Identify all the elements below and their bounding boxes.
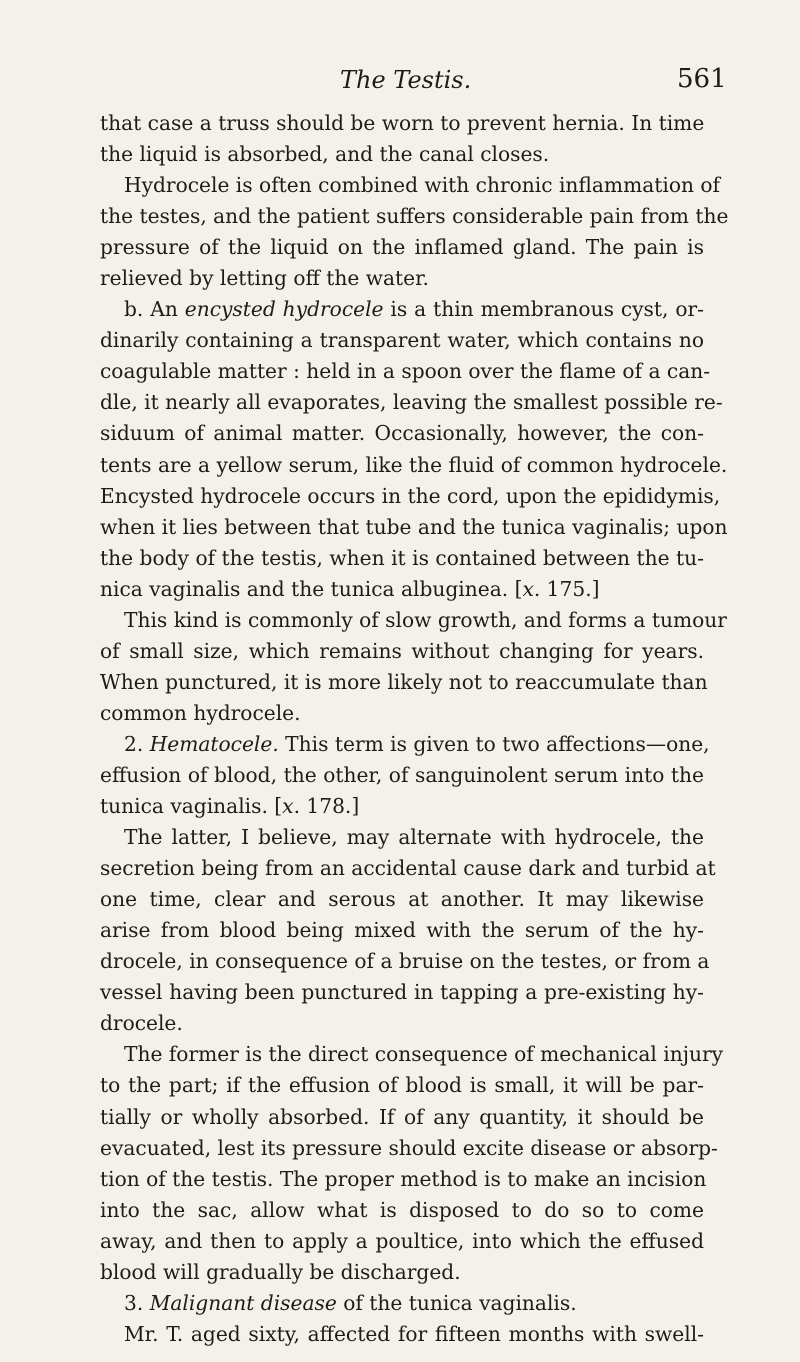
text-line: [100, 791, 704, 822]
running-header: [0, 64, 800, 98]
text-line: vessel having been punctured in tapping a pre-existing hy-: [100, 980, 704, 1005]
text-line: When punctured, it is more likely not to reaccumulate than: [100, 669, 708, 694]
text-segment: This term is given to two affections—one,: [278, 731, 710, 756]
text-line: effusion of blood, the other, of sanguinolent serum into the: [100, 762, 704, 787]
text-line: drocele, in consequence of a bruise on the testes, or from a: [100, 949, 710, 974]
text-segment: . 175.]: [533, 576, 600, 601]
text-line: [100, 294, 704, 325]
italic-text: Hematocele.: [149, 731, 279, 756]
text-line: the testes, and the patient suffers considerable pain from the: [100, 204, 729, 229]
text-line: coagulable matter : held in a spoon over the flame of a can-: [100, 359, 711, 384]
text-segment: b. An: [124, 297, 185, 322]
text-line: Mr. T. aged sixty, affected for fifteen months with swell-: [124, 1321, 704, 1346]
text-line: tially or wholly absorbed. If of any quantity, it should be: [100, 1104, 704, 1129]
text-line: arise from blood being mixed with the serum of the hy-: [100, 918, 704, 943]
text-line: relieved by letting off the water.: [100, 266, 429, 291]
text-segment: nica vaginalis and the tunica albuginea. [: [100, 576, 523, 601]
italic-text: Malignant disease: [149, 1290, 337, 1315]
text-line: [100, 729, 710, 760]
text-segment: of the tunica vaginalis.: [336, 1290, 577, 1315]
text-line: blood will gradually be discharged.: [100, 1259, 461, 1284]
text-line: one time, clear and serous at another. It may likewise: [100, 887, 704, 912]
italic-text: x: [522, 576, 534, 601]
text-line: dinarily containing a transparent water, which contains no: [100, 328, 704, 353]
text-line: into the sac, allow what is disposed to do so to come: [100, 1197, 704, 1222]
italic-text: encysted hydrocele: [184, 297, 384, 322]
text-line: secretion being from an accidental cause dark and turbid at: [100, 856, 716, 881]
italic-text: x: [282, 794, 294, 819]
text-line: evacuated, lest its pressure should excite disease or absorp-: [100, 1135, 718, 1160]
text-line: tents are a yellow serum, like the fluid of common hydrocele.: [100, 452, 728, 477]
text-line: [100, 1288, 704, 1319]
text-line: to the part; if the effusion of blood is small, it will be par-: [100, 1073, 704, 1098]
body-text: [100, 108, 729, 1350]
text-line: drocele.: [100, 1011, 183, 1036]
text-line: The former is the direct consequence of mechanical injury: [124, 1042, 724, 1067]
page-number: 561: [677, 64, 727, 94]
text-line: away, and then to apply a poultice, into which the effused: [100, 1228, 704, 1253]
text-line: the body of the testis, when it is contained between the tu-: [100, 545, 704, 570]
text-line: that case a truss should be worn to prevent hernia. In time: [100, 111, 705, 135]
text-segment: . 178.]: [293, 794, 360, 819]
text-line: tion of the testis. The proper method is to make an incision: [100, 1166, 707, 1191]
text-segment: tunica vaginalis. [: [100, 794, 283, 819]
text-line: Encysted hydrocele occurs in the cord, upon the epididymis,: [100, 483, 721, 508]
text-segment: 3.: [124, 1290, 150, 1315]
text-line: siduum of animal matter. Occasionally, however, the con-: [100, 421, 704, 446]
text-line: the liquid is absorbed, and the canal closes.: [100, 142, 550, 167]
text-line: pressure of the liquid on the inflamed gland. The pain is: [100, 235, 704, 260]
text-line: common hydrocele.: [100, 700, 301, 725]
text-line: dle, it nearly all evaporates, leaving the smallest possible re-: [100, 390, 723, 415]
text-line: of small size, which remains without changing for years.: [100, 638, 704, 663]
text-line: when it lies between that tube and the tunica vaginalis; upon: [100, 514, 728, 539]
text-segment: is a thin membranous cyst, or-: [383, 297, 704, 322]
text-line: [100, 574, 704, 605]
text-line: This kind is commonly of slow growth, and forms a tumour: [124, 607, 727, 632]
running-title: The Testis.: [340, 66, 472, 94]
text-line: The latter, I believe, may alternate with hydrocele, the: [124, 825, 704, 850]
text-segment: 2.: [124, 731, 150, 756]
text-line: Hydrocele is often combined with chronic inflammation of: [124, 173, 721, 198]
